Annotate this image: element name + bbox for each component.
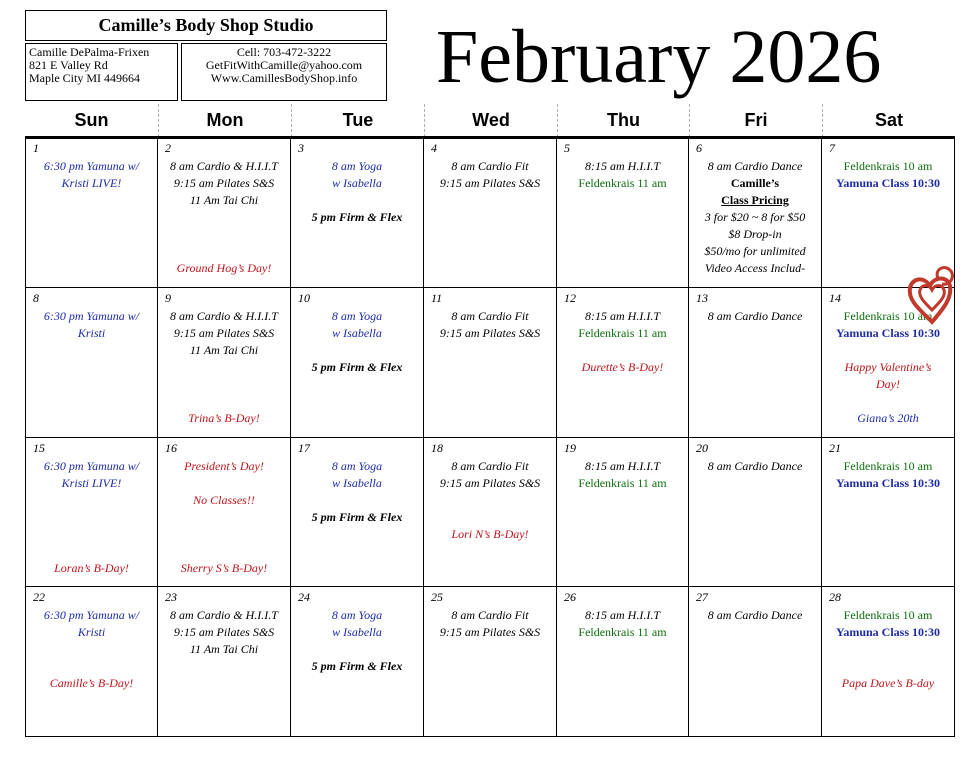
- spacer: [291, 342, 423, 359]
- day-number: 16: [165, 441, 177, 455]
- weekday-tue: Tue: [291, 104, 424, 137]
- event-line: 5 pm Firm & Flex: [311, 659, 403, 673]
- event-line: 11 Am Tai Chi: [189, 343, 259, 357]
- event-line: 8 am Yoga: [331, 459, 383, 473]
- spacer: [158, 243, 290, 260]
- day-cell: [424, 587, 557, 737]
- event-line: 5 pm Firm & Flex: [311, 210, 403, 224]
- event-line: Kristi LIVE!: [61, 176, 122, 190]
- day-number: 4: [431, 141, 437, 155]
- day-events: [26, 308, 157, 342]
- event-line: Ground Hog’s Day!: [176, 261, 272, 275]
- day-cell: [424, 288, 557, 438]
- spacer: [424, 492, 556, 509]
- event-line: Happy Valentine’s: [844, 360, 932, 374]
- day-cell: [557, 587, 689, 737]
- calendar-grid: [25, 138, 956, 737]
- street-address: 821 E Valley Rd: [29, 58, 108, 72]
- spacer: [158, 209, 290, 226]
- weekday-header-row: [25, 104, 955, 137]
- event-line: 8 am Cardio Dance: [707, 309, 803, 323]
- event-line: Feldenkrais 10 am: [843, 309, 933, 323]
- day-events: [424, 158, 556, 192]
- day-events: [689, 158, 821, 277]
- month-title: February 2026: [436, 15, 882, 99]
- event-line: 8 am Cardio & H.I.I.T: [170, 159, 278, 173]
- day-number: 26: [564, 590, 576, 604]
- email-address: GetFitWithCamille@yahoo.com: [205, 58, 363, 72]
- event-line: 8 am Cardio Fit: [451, 309, 529, 323]
- spacer: [26, 492, 157, 509]
- spacer: [822, 658, 954, 675]
- event-line: $50/mo for unlimited: [704, 244, 806, 258]
- day-events: [822, 458, 954, 492]
- event-line: w Isabella: [332, 176, 382, 190]
- event-line: Feldenkrais 10 am: [843, 459, 933, 473]
- event-line: 5 pm Firm & Flex: [311, 510, 403, 524]
- event-line: w Isabella: [332, 625, 382, 639]
- event-line: 8 am Cardio Fit: [451, 159, 529, 173]
- spacer: [291, 492, 423, 509]
- day-number: 5: [564, 141, 570, 155]
- spacer: [158, 475, 290, 492]
- day-cell: [25, 438, 158, 587]
- day-number: 19: [564, 441, 576, 455]
- event-line: 8 am Yoga: [331, 159, 383, 173]
- day-events: [291, 158, 423, 226]
- event-line: 9:15 am Pilates S&S: [439, 625, 541, 639]
- spacer: [158, 543, 290, 560]
- day-cell: [822, 438, 955, 587]
- event-line: Feldenkrais 11 am: [578, 476, 667, 490]
- event-line: Feldenkrais 11 am: [578, 176, 667, 190]
- event-line: 8 am Cardio Dance: [707, 608, 803, 622]
- studio-contact-box: [181, 43, 387, 101]
- weekday-fri: Fri: [689, 104, 822, 137]
- weekday-wed: Wed: [424, 104, 557, 137]
- event-line: 3 for $20 ~ 8 for $50: [704, 210, 806, 224]
- event-line: Video Access Includ-: [704, 261, 806, 275]
- day-cell: [158, 438, 291, 587]
- event-line: Camille’s B-Day!: [49, 676, 134, 690]
- spacer: [822, 641, 954, 658]
- spacer: [158, 393, 290, 410]
- event-line: 8 am Cardio Fit: [451, 459, 529, 473]
- day-number: 21: [829, 441, 841, 455]
- day-number: 11: [431, 291, 443, 305]
- event-line: 11 Am Tai Chi: [189, 193, 259, 207]
- event-line: Kristi: [77, 625, 106, 639]
- spacer: [557, 342, 688, 359]
- event-line: Yamuna Class 10:30: [835, 476, 940, 490]
- event-line: 5 pm Firm & Flex: [311, 360, 403, 374]
- event-line: Yamuna Class 10:30: [835, 176, 940, 190]
- event-line: 8:15 am H.I.I.T: [585, 309, 660, 323]
- spacer: [158, 359, 290, 376]
- event-line: 9:15 am Pilates S&S: [439, 476, 541, 490]
- event-line: 6:30 pm Yamuna w/: [43, 459, 140, 473]
- spacer: [26, 526, 157, 543]
- day-cell: [25, 138, 158, 288]
- event-line: Durette’s B-Day!: [581, 360, 664, 374]
- day-events: [424, 458, 556, 543]
- spacer: [26, 509, 157, 526]
- day-number: 9: [165, 291, 171, 305]
- event-line: $8 Drop-in: [728, 227, 782, 241]
- day-number: 24: [298, 590, 310, 604]
- spacer: [26, 543, 157, 560]
- day-events: [689, 607, 821, 624]
- day-events: [557, 607, 688, 641]
- day-events: [291, 607, 423, 675]
- event-line: Class Pricing: [721, 193, 789, 207]
- day-cell: [158, 138, 291, 288]
- event-line: Camille’s: [730, 176, 780, 190]
- event-line: Day!: [876, 377, 900, 391]
- day-events: [424, 308, 556, 342]
- event-line: Papa Dave’s B-day: [841, 676, 935, 690]
- event-line: 9:15 am Pilates S&S: [439, 176, 541, 190]
- day-number: 10: [298, 291, 310, 305]
- day-cell: [158, 288, 291, 438]
- day-cell: [291, 587, 424, 737]
- day-cell: [689, 138, 822, 288]
- day-number: 8: [33, 291, 39, 305]
- hearts-icon: [904, 264, 960, 328]
- day-cell: [291, 288, 424, 438]
- event-line: 8 am Yoga: [331, 608, 383, 622]
- weekday-sun: Sun: [74, 110, 109, 130]
- day-number: 7: [829, 141, 835, 155]
- event-line: 8 am Yoga: [331, 309, 383, 323]
- event-line: w Isabella: [332, 326, 382, 340]
- event-line: 8 am Cardio Fit: [451, 608, 529, 622]
- weekday-sat: Sat: [822, 104, 955, 137]
- city-address: Maple City MI 449664: [29, 71, 140, 85]
- day-number: 15: [33, 441, 45, 455]
- day-events: [557, 458, 688, 492]
- day-cell: [689, 438, 822, 587]
- day-events: [557, 308, 688, 376]
- studio-address-box: [25, 43, 178, 101]
- day-cell: [557, 288, 689, 438]
- event-line: Feldenkrais 11 am: [578, 326, 667, 340]
- day-events: [424, 607, 556, 641]
- event-line: Feldenkrais 10 am: [843, 159, 933, 173]
- day-cell: [25, 288, 158, 438]
- day-cell: [25, 587, 158, 737]
- day-cell: [822, 587, 955, 737]
- spacer: [424, 509, 556, 526]
- event-line: Sherry S’s B-Day!: [180, 561, 268, 575]
- day-events: [26, 158, 157, 192]
- spacer: [158, 526, 290, 543]
- event-line: Yamuna Class 10:30: [835, 625, 940, 639]
- day-events: [158, 458, 290, 577]
- event-line: Lori N’s B-Day!: [451, 527, 529, 541]
- spacer: [158, 376, 290, 393]
- event-line: No Classes!!: [193, 493, 255, 507]
- spacer: [158, 226, 290, 243]
- day-number: 3: [298, 141, 304, 155]
- event-line: 8:15 am H.I.I.T: [585, 459, 660, 473]
- day-events: [689, 458, 821, 475]
- day-events: [291, 458, 423, 526]
- event-line: 9:15 am Pilates S&S: [173, 625, 275, 639]
- event-line: 8:15 am H.I.I.T: [585, 159, 660, 173]
- day-events: [158, 607, 290, 658]
- day-number: 6: [696, 141, 702, 155]
- day-number: 1: [33, 141, 39, 155]
- day-cell: [689, 587, 822, 737]
- event-line: Feldenkrais 11 am: [578, 625, 667, 639]
- event-line: 6:30 pm Yamuna w/: [43, 159, 140, 173]
- spacer: [822, 342, 954, 359]
- studio-name: Camille’s Body Shop Studio: [25, 10, 387, 41]
- event-line: 8:15 am H.I.I.T: [585, 608, 660, 622]
- day-cell: [557, 438, 689, 587]
- event-line: Giana’s 20th: [857, 411, 919, 425]
- day-number: 13: [696, 291, 708, 305]
- event-line: Feldenkrais 10 am: [843, 608, 933, 622]
- event-line: 8 am Cardio & H.I.I.T: [170, 309, 278, 323]
- day-number: 17: [298, 441, 310, 455]
- weekday-thu: Thu: [557, 104, 689, 137]
- day-number: 2: [165, 141, 171, 155]
- day-number: 18: [431, 441, 443, 455]
- day-number: 14: [829, 291, 841, 305]
- cell-phone: Cell: 703-472-3222: [236, 45, 332, 59]
- day-cell: [158, 587, 291, 737]
- event-line: 9:15 am Pilates S&S: [439, 326, 541, 340]
- spacer: [26, 641, 157, 658]
- spacer: [822, 393, 954, 410]
- spacer: [158, 509, 290, 526]
- day-number: 27: [696, 590, 708, 604]
- day-events: [158, 158, 290, 277]
- event-line: 9:15 am Pilates S&S: [173, 326, 275, 340]
- event-line: Kristi: [77, 326, 106, 340]
- website-url: Www.CamillesBodyShop.info: [210, 71, 358, 85]
- day-events: [557, 158, 688, 192]
- event-line: 6:30 pm Yamuna w/: [43, 309, 140, 323]
- spacer: [26, 658, 157, 675]
- day-cell: [689, 288, 822, 438]
- day-cell: [291, 438, 424, 587]
- day-number: 28: [829, 590, 841, 604]
- event-line: President’s Day!: [184, 459, 264, 473]
- day-events: [689, 308, 821, 325]
- event-line: w Isabella: [332, 476, 382, 490]
- weekday-mon: Mon: [158, 104, 291, 137]
- day-events: [291, 308, 423, 376]
- event-line: 8 am Cardio Dance: [707, 159, 803, 173]
- day-cell: [424, 438, 557, 587]
- day-number: 20: [696, 441, 708, 455]
- event-line: Trina’s B-Day!: [188, 411, 260, 425]
- event-line: 8 am Cardio Dance: [707, 459, 803, 473]
- event-line: Yamuna Class 10:30: [835, 326, 940, 340]
- event-line: 8 am Cardio & H.I.I.T: [170, 608, 278, 622]
- day-number: 22: [33, 590, 45, 604]
- day-number: 23: [165, 590, 177, 604]
- spacer: [291, 641, 423, 658]
- day-number: 25: [431, 590, 443, 604]
- event-line: 11 Am Tai Chi: [189, 642, 259, 656]
- event-line: 6:30 pm Yamuna w/: [43, 608, 140, 622]
- day-events: [822, 607, 954, 692]
- day-cell: [424, 138, 557, 288]
- spacer: [291, 192, 423, 209]
- owner-name: Camille DePalma-Frixen: [29, 45, 150, 59]
- day-events: [158, 308, 290, 427]
- day-cell: [291, 138, 424, 288]
- day-events: [26, 607, 157, 692]
- studio-header: [25, 10, 387, 100]
- event-line: 9:15 am Pilates S&S: [173, 176, 275, 190]
- day-cell: [557, 138, 689, 288]
- day-events: [26, 458, 157, 577]
- day-number: 12: [564, 291, 576, 305]
- event-line: Kristi LIVE!: [61, 476, 122, 490]
- day-events: [822, 158, 954, 192]
- event-line: Loran’s B-Day!: [54, 561, 129, 575]
